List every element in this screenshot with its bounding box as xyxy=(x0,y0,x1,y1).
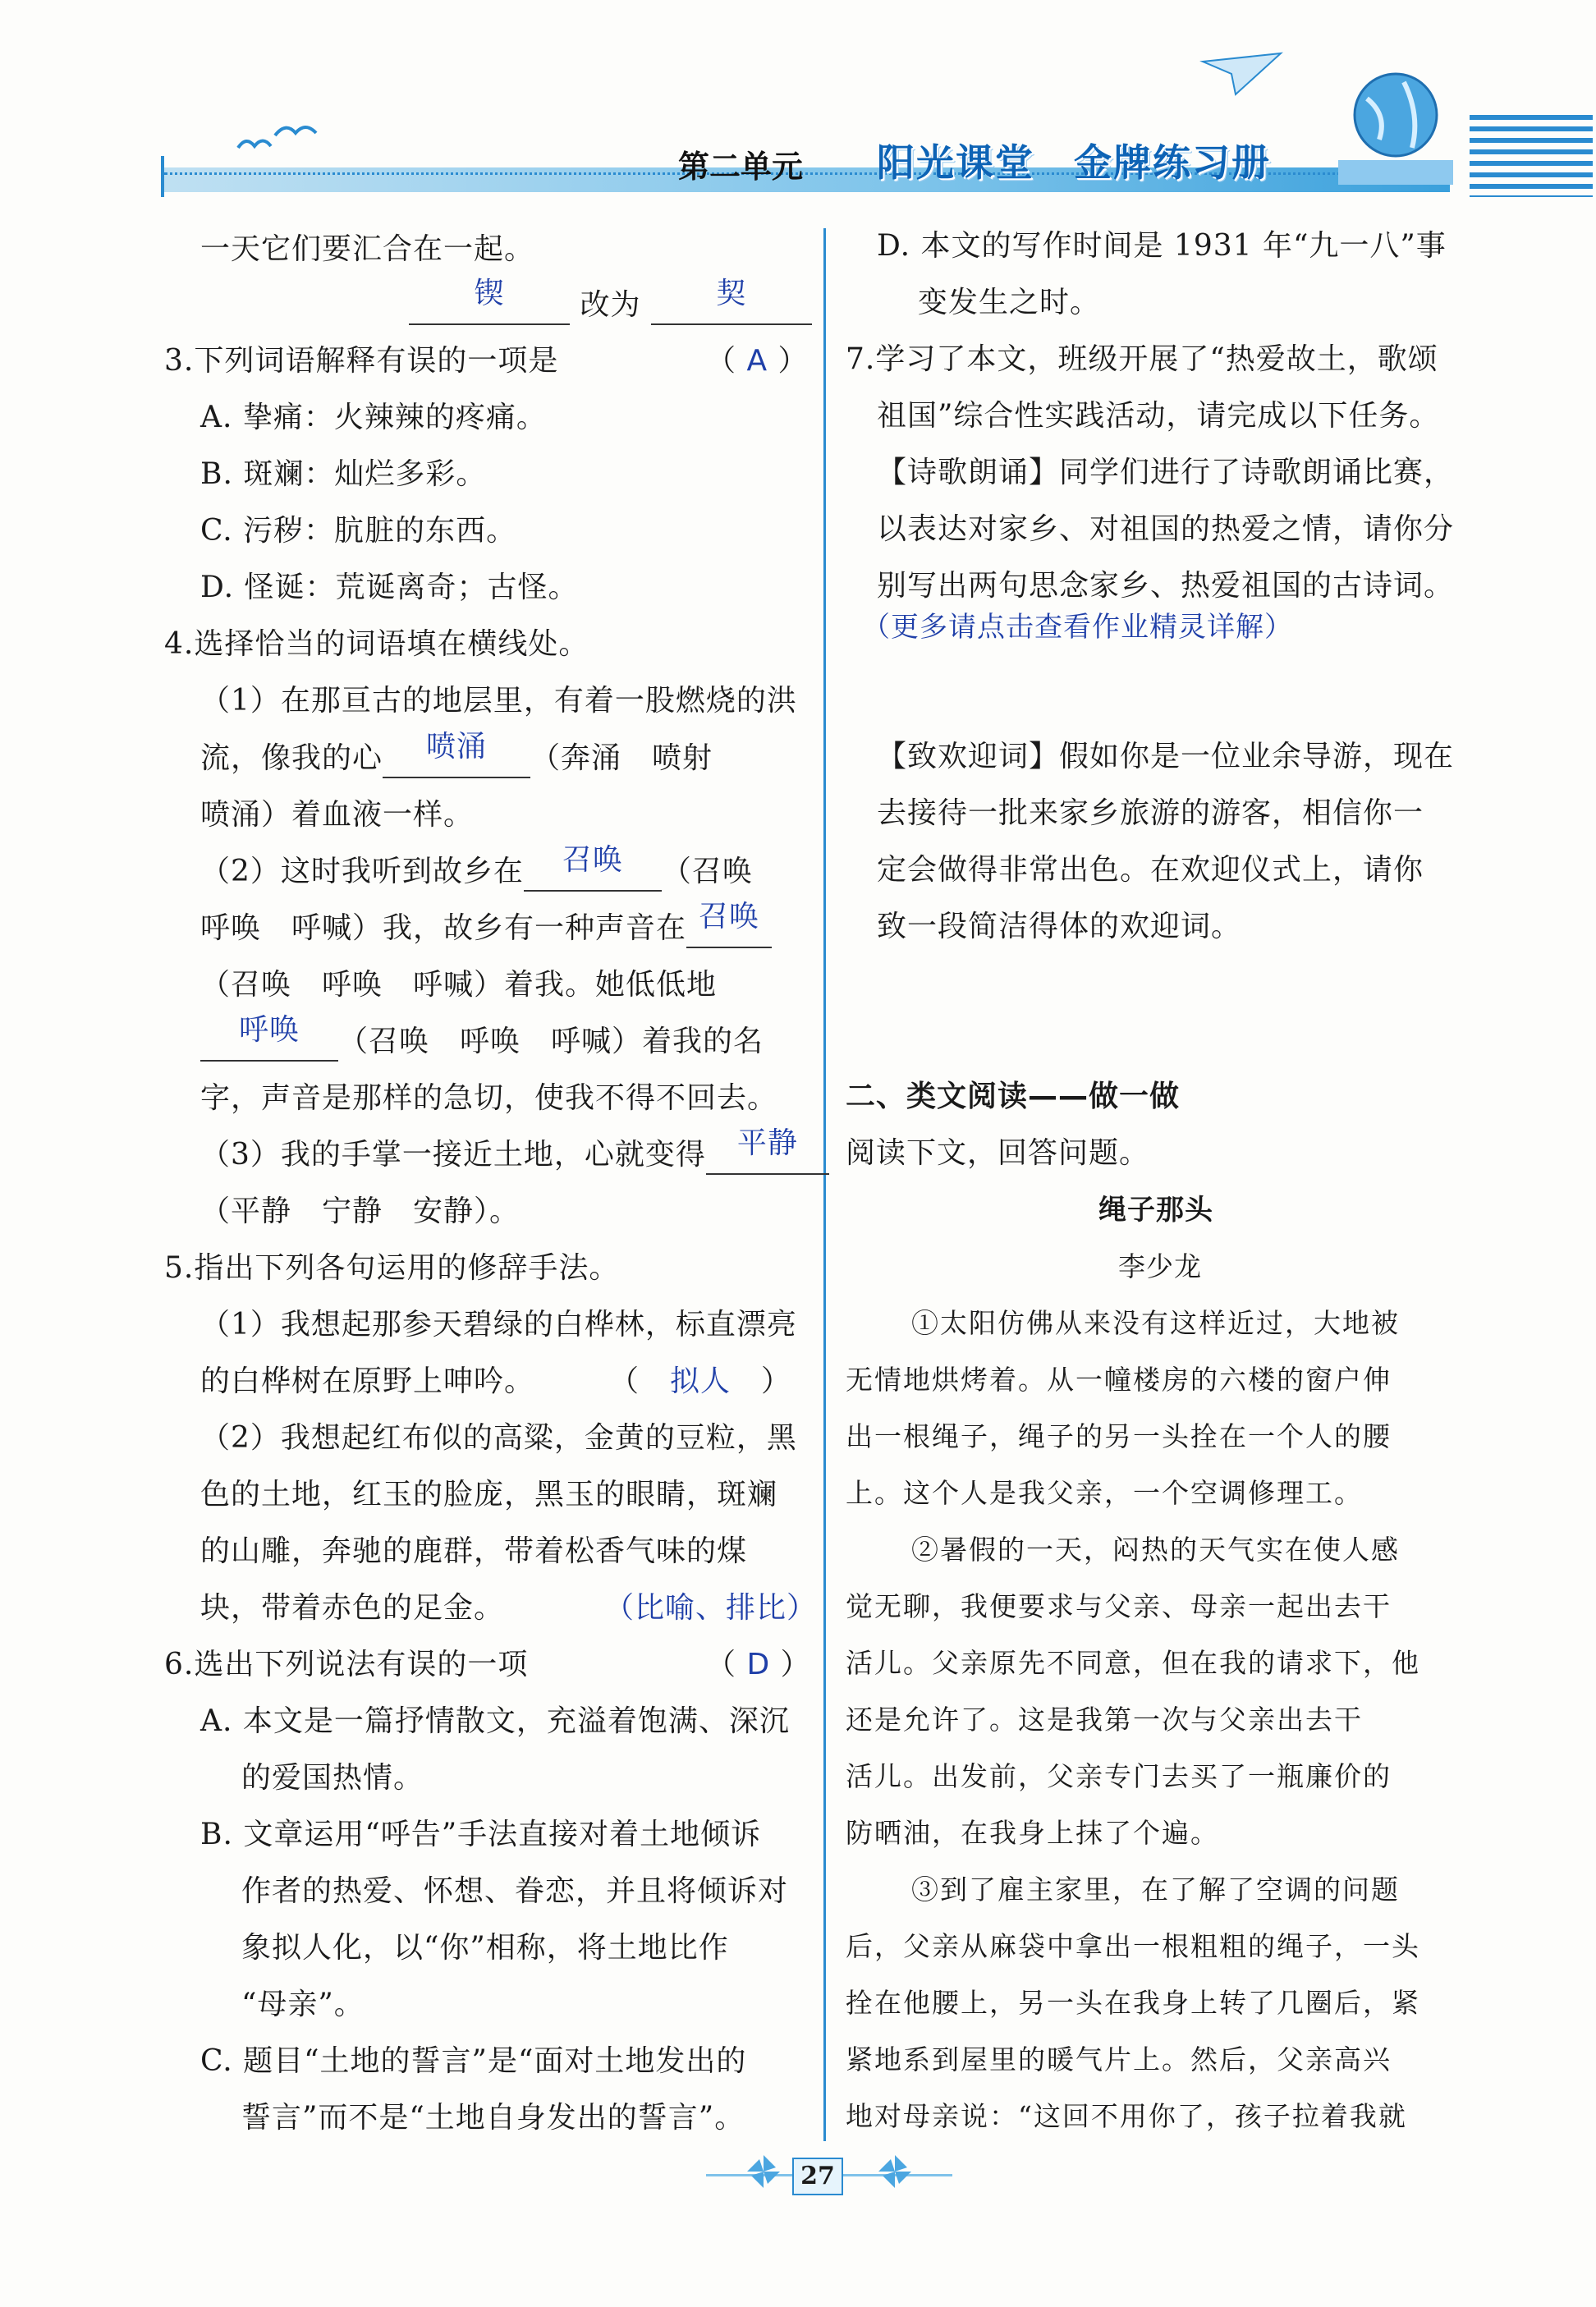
text-line: 致一段简洁得体的欢迎词。 xyxy=(877,910,1242,943)
page-number: 27 xyxy=(792,2158,843,2195)
more-details-link[interactable]: （更多请点击查看作业精灵详解） xyxy=(862,611,1293,644)
text-line: “母亲”。 xyxy=(241,1988,365,2021)
q3-option: A. 挚痛：火辣辣的疼痛。 xyxy=(200,401,547,434)
q5-stem: 5.指出下列各句运用的修辞手法。 xyxy=(164,1251,620,1285)
answer: （比喻、排比） xyxy=(604,1591,818,1625)
q3-option: C. 污秽：肮脏的东西。 xyxy=(200,514,517,548)
text-line: A. 本文是一篇抒情散文，充溢着饱满、深沉 xyxy=(200,1704,790,1738)
q6-stem: 6.选出下列说法有误的一项 xyxy=(164,1648,529,1681)
q5-answer-paren: （ 拟人 ） xyxy=(609,1364,792,1398)
text-line: 的山雕，奔驰的鹿群，带着松香气味的煤 xyxy=(200,1534,748,1568)
paragraph-line: 后，父亲从麻袋中拿出一根粗粗的绳子，一头 xyxy=(846,1930,1420,1962)
text-line: 呼唤 （召唤 呼唤 呼喊）着我的名 xyxy=(200,1024,764,1062)
paragraph-line: 拴在他腰上，另一头在我身上转了几圈后，紧 xyxy=(846,1987,1420,2019)
pinwheel-icon xyxy=(870,2151,920,2192)
answer: 平静 xyxy=(736,1126,798,1160)
text-line: （平静 宁静 安静）。 xyxy=(200,1195,521,1228)
text-line: 喷涌）着血液一样。 xyxy=(200,798,475,832)
paragraph-line: 地对母亲说：“这回不用你了，孩子拉着我就 xyxy=(846,2100,1407,2132)
text-line: （1）在那亘古的地层里，有着一股燃烧的洪 xyxy=(200,684,797,718)
unit-title: 第二单元 xyxy=(678,149,804,185)
paragraph-line: ③到了雇主家里，在了解了空调的问题 xyxy=(911,1874,1400,1906)
q3-option: D. 怪诞：荒诞离奇；古怪。 xyxy=(200,571,579,604)
q2-answer-line: 锲 改为 契 xyxy=(409,287,812,325)
welcome-task: 【致欢迎词】假如你是一位业余导游，现在 xyxy=(877,740,1455,773)
text-line: 祖国”综合性实践活动，请完成以下任务。 xyxy=(877,399,1440,433)
text-line: 一天它们要汇合在一起。 xyxy=(200,232,535,266)
q3-answer-paren: （ A ） xyxy=(706,344,809,378)
text-line: 的爱国热情。 xyxy=(241,1761,424,1795)
paragraph-line: 觉无聊，我便要求与父亲、母亲一起出去干 xyxy=(846,1590,1392,1622)
q7-stem: 7.学习了本文，班级开展了“热爱故土，歌颂 xyxy=(846,342,1438,376)
poem-task: 【诗歌朗诵】同学们进行了诗歌朗诵比赛， xyxy=(877,456,1455,489)
text-line: （召唤 呼唤 呼喊）着我。她低低地 xyxy=(200,968,718,1002)
paragraph-line: 活儿。出发前，父亲专门去买了一瓶廉价的 xyxy=(846,1760,1392,1792)
text-line: （3）我的手掌一接近土地，心就变得 平静 xyxy=(200,1137,829,1175)
paragraph-line: 上。这个人是我父亲，一个空调修理工。 xyxy=(846,1477,1363,1509)
text-line: 的白桦树在原野上呻吟。 xyxy=(200,1364,535,1398)
article-author: 李少龙 xyxy=(1118,1250,1202,1282)
text-line: （2）这时我听到故乡在 召唤 （召唤 xyxy=(200,854,753,892)
answer: 喷涌 xyxy=(426,730,488,764)
text-line: D. 本文的写作时间是 1931 年“九一八”事 xyxy=(877,229,1447,263)
text-line: （2）我想起红布似的高粱，金黄的豆粒，黑 xyxy=(200,1421,797,1455)
text-line: B. 文章运用“呼告”手法直接对着土地倾诉 xyxy=(200,1818,762,1851)
text-line: 块，带着赤色的足金。 xyxy=(200,1591,505,1625)
text-line: 作者的热爱、怀想、眷恋，并且将倾诉对 xyxy=(241,1874,789,1908)
paragraph-line: 无情地烘烤着。从一幢楼房的六楼的窗户伸 xyxy=(846,1364,1392,1396)
q3-stem: 3.下列词语解释有误的一项是 xyxy=(164,344,559,378)
text-line: 变发生之时。 xyxy=(918,286,1101,319)
globe-icon xyxy=(1322,66,1461,189)
answer: 锲 xyxy=(474,277,505,310)
header-stripes xyxy=(1470,115,1593,197)
column-divider xyxy=(823,228,826,2141)
text-line: 以表达对家乡、对祖国的热爱之情，请你分 xyxy=(877,512,1455,546)
text-line: 去接待一批来家乡旅游的游客，相信你一 xyxy=(877,796,1424,830)
q6-answer-paren: （ D ） xyxy=(706,1648,811,1681)
paragraph-line: ②暑假的一天，闷热的天气实在使人感 xyxy=(911,1534,1400,1566)
text-line: 定会做得非常出色。在欢迎仪式上，请你 xyxy=(877,853,1424,887)
header-bracket xyxy=(161,156,179,197)
paragraph-line: 还是允许了。这是我第一次与父亲出去干 xyxy=(846,1704,1363,1736)
paper-plane-icon xyxy=(1199,45,1289,103)
q3-option: B. 斑斓：灿烂多彩。 xyxy=(200,457,487,491)
paragraph-line: 紧地系到屋里的暖气片上。然后，父亲高兴 xyxy=(846,2043,1392,2075)
paragraph-line: 防晒油，在我身上抹了个遍。 xyxy=(846,1817,1219,1849)
paragraph-line: 出一根绳子，绳子的另一头拴在一个人的腰 xyxy=(846,1420,1392,1452)
answer: 呼唤 xyxy=(238,1013,300,1047)
answer: 契 xyxy=(716,277,747,310)
text-line: 呼唤 呼喊）我，故乡有一种声音在 召唤 xyxy=(200,910,772,948)
instruction: 阅读下文，回答问题。 xyxy=(846,1136,1150,1170)
text-line: 誓言”而不是“土地自身发出的誓言”。 xyxy=(241,2101,745,2135)
birds-icon xyxy=(230,115,320,164)
text-line: 别写出两句思念家乡、热爱祖国的古诗词。 xyxy=(877,569,1455,603)
paragraph-line: ①太阳仿佛从来没有这样近过，大地被 xyxy=(911,1307,1400,1339)
pinwheel-icon xyxy=(739,2151,788,2192)
answer: 拟人 xyxy=(670,1364,732,1398)
text-line: 象拟人化，以“你”相称，将土地比作 xyxy=(241,1931,729,1965)
article-title: 绳子那头 xyxy=(1098,1194,1213,1227)
text-line: 色的土地，红玉的脸庞，黑玉的眼睛，斑斓 xyxy=(200,1478,778,1511)
text-line: （1）我想起那参天碧绿的白桦林，标直漂亮 xyxy=(200,1308,797,1342)
brand-title: 阳光课堂 金牌练习册 xyxy=(877,140,1271,185)
q4-stem: 4.选择恰当的词语填在横线处。 xyxy=(164,627,589,661)
text-line: 流，像我的心 喷涌 （奔涌 喷射 xyxy=(200,741,713,778)
text-line: C. 题目“土地的誓言”是“面对土地发出的 xyxy=(200,2044,747,2078)
section-heading: 二、类文阅读——做一做 xyxy=(846,1080,1181,1113)
answer: 召唤 xyxy=(699,900,760,933)
paragraph-line: 活儿。父亲原先不同意，但在我的请求下，他 xyxy=(846,1647,1420,1679)
text-line: 字，声音是那样的急切，使我不得不回去。 xyxy=(200,1081,778,1115)
answer: 召唤 xyxy=(562,843,623,877)
